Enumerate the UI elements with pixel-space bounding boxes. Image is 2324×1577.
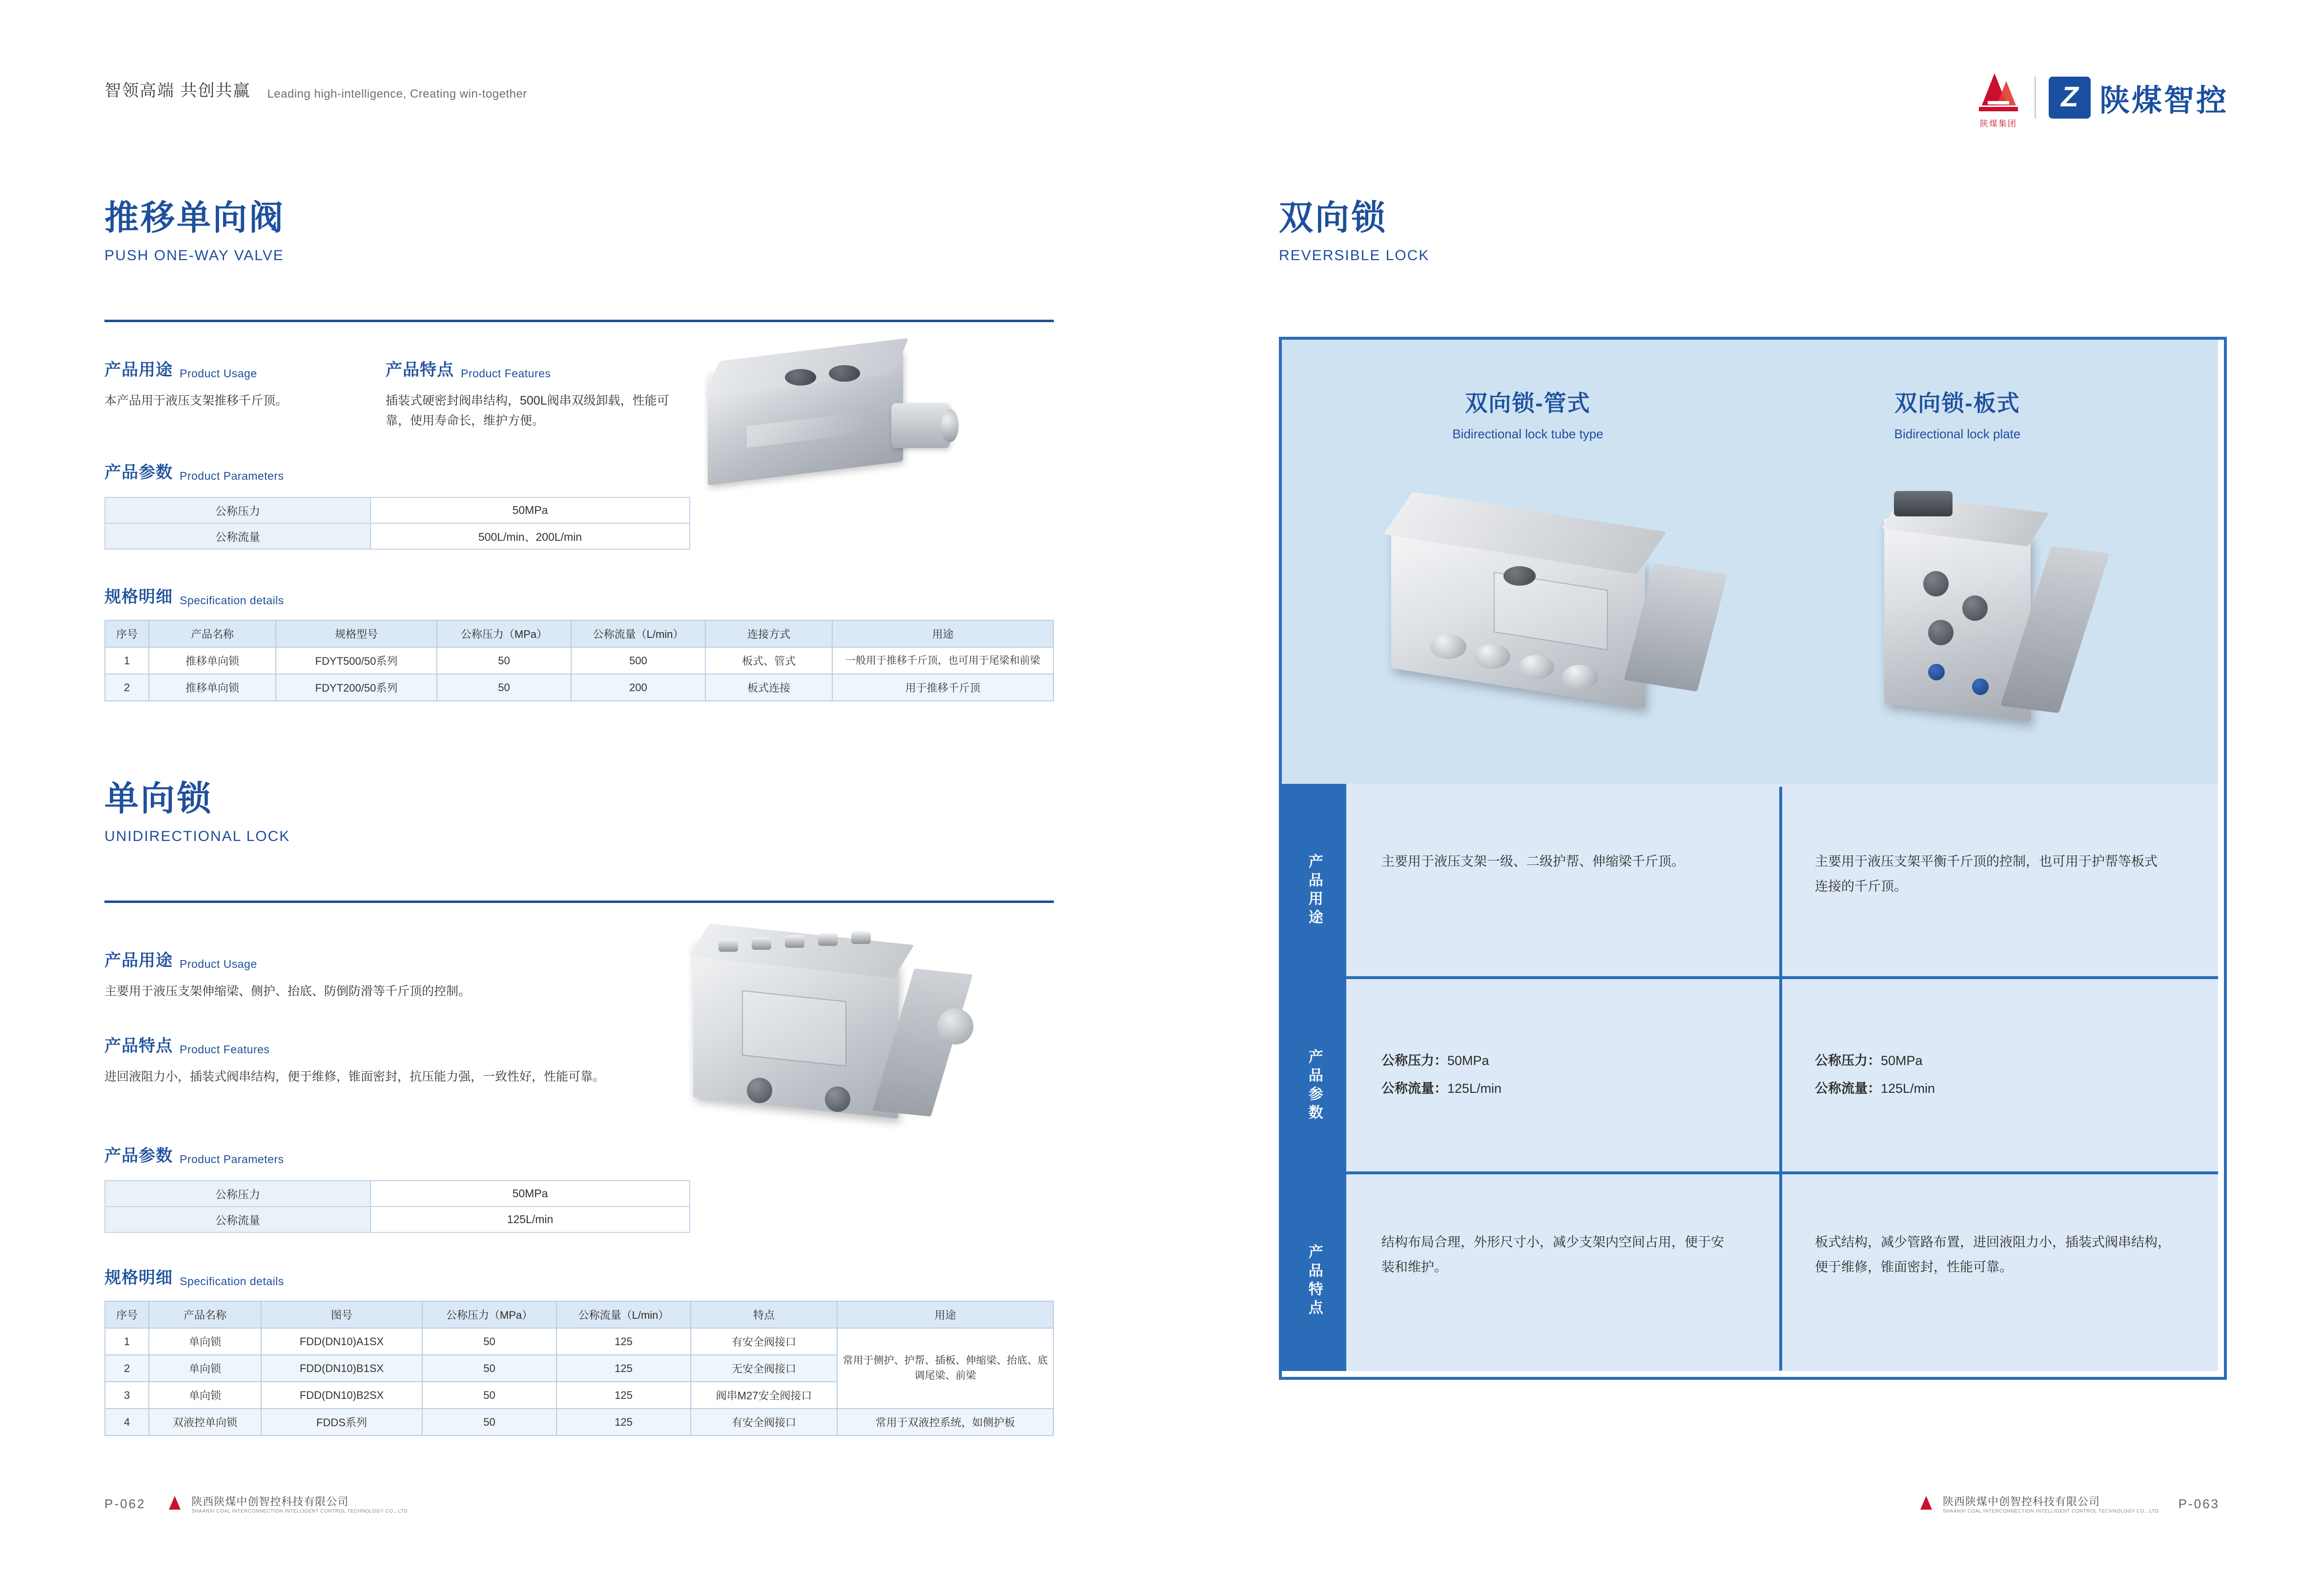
row-label-params-text: 产品参数 bbox=[1306, 1049, 1322, 1123]
uni-spec-table bbox=[104, 1301, 1054, 1436]
cell: 有安全阀接口 bbox=[691, 1328, 837, 1355]
cell: 125 bbox=[556, 1355, 691, 1382]
shaanmei-zhikong-logo bbox=[2049, 76, 2228, 120]
cell: 2 bbox=[105, 674, 149, 701]
footer-company-cn: 陕西陕煤中创智控科技有限公司 bbox=[191, 1495, 349, 1508]
param-label: 公称流量 bbox=[105, 523, 370, 549]
push-features-head-en: Product Features bbox=[461, 367, 551, 380]
push-features-head-cn: 产品特点 bbox=[386, 361, 454, 379]
column-divider bbox=[1779, 787, 1782, 1371]
plate-type-heading-cn: 双向锁-板式 bbox=[1894, 390, 2020, 416]
uni-params-head-en: Product Parameters bbox=[180, 1153, 284, 1166]
shaanxi-coal-group-logo-icon bbox=[1975, 68, 2022, 115]
slogan-en: Leading high-intelligence, Creating win-together bbox=[267, 87, 527, 101]
cell: 50 bbox=[437, 647, 571, 674]
cell: 用于推移千斤顶 bbox=[832, 674, 1053, 701]
footer-logo-icon bbox=[165, 1494, 185, 1514]
tube-params bbox=[1381, 1047, 1501, 1102]
header-slogan bbox=[104, 77, 527, 101]
push-params-table bbox=[104, 497, 690, 550]
cell: 50 bbox=[422, 1409, 556, 1435]
col-header: 图号 bbox=[261, 1301, 422, 1328]
uni-features-head-cn: 产品特点 bbox=[104, 1037, 173, 1055]
col-header: 公称压力（MPa） bbox=[422, 1301, 556, 1328]
bidirectional-lock-tube-photo bbox=[1372, 488, 1743, 761]
cell: 1 bbox=[105, 1328, 149, 1355]
left-footer bbox=[104, 1494, 408, 1514]
footer-logo-icon bbox=[1916, 1494, 1936, 1514]
tube-type-heading-cn: 双向锁-管式 bbox=[1465, 390, 1591, 416]
uni-lock-title-cn: 单向锁 bbox=[104, 779, 213, 818]
cell: FDD(DN10)A1SX bbox=[261, 1328, 422, 1355]
uni-usage-text: 主要用于液压支架伸缩梁、侧护、抬底、防倒防滑等千斤顶的控制。 bbox=[104, 984, 471, 998]
cell: 板式、管式 bbox=[705, 647, 832, 674]
cell: 单向锁 bbox=[149, 1355, 261, 1382]
table-row bbox=[105, 1207, 690, 1232]
uni-spec-head-en: Specification details bbox=[180, 1275, 284, 1288]
push-usage-block bbox=[104, 356, 378, 411]
push-spec-head bbox=[104, 583, 284, 607]
push-features-text: 插装式硬密封阀串结构，500L阀串双级卸载，性能可靠，使用寿命长，维护方便。 bbox=[386, 394, 669, 428]
cell: 50 bbox=[422, 1328, 556, 1355]
section-push-valve-title bbox=[104, 190, 285, 264]
cell: 推移单向锁 bbox=[149, 647, 276, 674]
tube-usage-text: 主要用于液压支架一级、二级护帮、伸缩梁千斤顶。 bbox=[1381, 854, 1685, 869]
param-value: 50MPa bbox=[1881, 1053, 1923, 1068]
param-value: 125L/min bbox=[1881, 1081, 1935, 1096]
tube-features-text: 结构布局合理，外形尺寸小，减少支架内空间占用，便于安装和维护。 bbox=[1381, 1235, 1724, 1275]
push-usage-head-en: Product Usage bbox=[180, 367, 257, 380]
uni-usage-head-cn: 产品用途 bbox=[104, 951, 173, 970]
table-row bbox=[105, 647, 1053, 674]
valve-blue-plug-icon bbox=[1972, 678, 1989, 695]
cell: 50 bbox=[437, 674, 571, 701]
uni-params-block bbox=[104, 1142, 284, 1166]
cell: 单向锁 bbox=[149, 1328, 261, 1355]
col-header: 连接方式 bbox=[705, 620, 832, 647]
cell: 500 bbox=[571, 647, 705, 674]
param-label: 公称流量 bbox=[105, 1207, 370, 1232]
push-spec-head-cn: 规格明细 bbox=[104, 588, 173, 606]
footer-company-en: SHAANXI COAL INTERCONNECTION INTELLIGENT CONTROL TECHNOLOGY CO., LTD bbox=[191, 1509, 408, 1514]
cell: FDYT500/50系列 bbox=[276, 647, 437, 674]
param-value: 50MPa bbox=[370, 1181, 690, 1207]
right-footer bbox=[1916, 1494, 2220, 1514]
bidirectional-lock-plate-photo bbox=[1850, 473, 2123, 747]
col-header: 公称流量（L/min） bbox=[556, 1301, 691, 1328]
cell: 3 bbox=[105, 1382, 149, 1409]
cell: 阀串M27安全阀接口 bbox=[691, 1382, 837, 1409]
table-row bbox=[105, 1328, 1053, 1355]
uni-spec-head-cn: 规格明细 bbox=[104, 1269, 173, 1287]
unidirectional-lock-photo bbox=[679, 922, 1001, 1147]
plate-usage-text: 主要用于液压支架平衡千斤顶的控制，也可用于护帮等板式连接的千斤顶。 bbox=[1815, 854, 2158, 894]
param-value: 50MPa bbox=[370, 497, 690, 523]
valve-port-icon bbox=[825, 1086, 850, 1112]
rule-1 bbox=[104, 320, 1054, 322]
row-label-features bbox=[1282, 1191, 1346, 1372]
row-label-usage bbox=[1282, 800, 1346, 981]
cell: 2 bbox=[105, 1355, 149, 1382]
table-header-row bbox=[105, 1301, 1053, 1328]
param-label: 公称压力 bbox=[105, 1181, 370, 1207]
push-spec-head-en: Specification details bbox=[180, 594, 284, 607]
cell: FDDS系列 bbox=[261, 1409, 422, 1435]
cell: FDD(DN10)B1SX bbox=[261, 1355, 422, 1382]
col-header: 序号 bbox=[105, 620, 149, 647]
param-value: 125L/min bbox=[1447, 1081, 1502, 1096]
push-valve-title-cn: 推移单向阀 bbox=[104, 199, 285, 237]
valve-port-icon bbox=[747, 1078, 772, 1103]
cell: 推移单向锁 bbox=[149, 674, 276, 701]
uni-params-table bbox=[104, 1180, 690, 1233]
param-value: 50MPa bbox=[1447, 1053, 1489, 1068]
brand-name: 陕煤智控 bbox=[2099, 83, 2228, 118]
reversible-lock-title-en: REVERSIBLE LOCK bbox=[1279, 247, 1430, 264]
valve-port-icon bbox=[1923, 571, 1949, 596]
param-label: 公称压力： bbox=[1815, 1053, 1881, 1068]
brand-logos bbox=[1975, 68, 2228, 127]
cell: FDD(DN10)B2SX bbox=[261, 1382, 422, 1409]
section-unidirectional-lock-title bbox=[104, 771, 290, 845]
param-value: 125L/min bbox=[370, 1207, 690, 1232]
col-header: 用途 bbox=[837, 1301, 1053, 1328]
push-valve-title-en: PUSH ONE-WAY VALVE bbox=[104, 247, 284, 264]
param-label: 公称流量： bbox=[1815, 1081, 1881, 1096]
valve-port-icon bbox=[1962, 595, 1988, 621]
valve-port-icon bbox=[785, 369, 816, 386]
valve-port-icon bbox=[1928, 620, 1954, 645]
uni-features-text: 进回液阻力小，插装式阀串结构，便于维修，锥面密封，抗压能力强，一致性好，性能可靠。 bbox=[104, 1070, 605, 1084]
table-row bbox=[105, 1409, 1053, 1435]
rule-2 bbox=[104, 901, 1054, 903]
page-number-right: P-063 bbox=[2178, 1496, 2220, 1511]
push-features-block bbox=[386, 356, 683, 431]
param-label: 公称压力 bbox=[105, 497, 370, 523]
row-label-usage-text: 产品用途 bbox=[1306, 854, 1322, 928]
push-params-block bbox=[104, 459, 284, 483]
table-row bbox=[105, 674, 1053, 701]
valve-port-icon bbox=[1503, 566, 1536, 586]
push-spec-table bbox=[104, 620, 1054, 701]
cell: 4 bbox=[105, 1409, 149, 1435]
plate-type-heading bbox=[1777, 386, 2138, 442]
valve-blue-plug-icon bbox=[1928, 664, 1945, 680]
valve-boss-icon bbox=[1562, 665, 1598, 689]
table-row bbox=[105, 523, 690, 549]
valve-port-icon bbox=[829, 365, 860, 382]
slogan-cn: 智领高端 共创共赢 bbox=[104, 82, 251, 100]
cell: 1 bbox=[105, 647, 149, 674]
page-number-left: P-062 bbox=[104, 1496, 146, 1511]
col-header: 特点 bbox=[691, 1301, 837, 1328]
logo-divider bbox=[2035, 77, 2036, 119]
valve-boss-icon bbox=[1518, 655, 1554, 679]
param-label: 公称压力： bbox=[1381, 1053, 1447, 1068]
col-header: 序号 bbox=[105, 1301, 149, 1328]
uni-lock-title-en: UNIDIRECTIONAL LOCK bbox=[104, 828, 290, 844]
valve-boss-icon bbox=[1430, 635, 1466, 659]
param-value: 500L/min、200L/min bbox=[370, 523, 690, 549]
push-params-head-en: Product Parameters bbox=[180, 470, 284, 482]
param-label: 公称流量： bbox=[1381, 1081, 1447, 1096]
push-one-way-valve-photo bbox=[698, 342, 971, 503]
col-header: 公称压力（MPa） bbox=[437, 620, 571, 647]
col-header: 产品名称 bbox=[149, 620, 276, 647]
cell: 200 bbox=[571, 674, 705, 701]
col-header: 产品名称 bbox=[149, 1301, 261, 1328]
uni-params-head-cn: 产品参数 bbox=[104, 1147, 173, 1165]
valve-knob-icon bbox=[937, 1008, 973, 1045]
uni-usage-block bbox=[104, 947, 641, 1002]
col-header: 用途 bbox=[832, 620, 1053, 647]
cell: 125 bbox=[556, 1409, 691, 1435]
tube-type-heading-en: Bidirectional lock tube type bbox=[1452, 427, 1604, 441]
footer-company-cn: 陕西陕煤中创智控科技有限公司 bbox=[1943, 1495, 2100, 1508]
push-params-head-cn: 产品参数 bbox=[104, 463, 173, 482]
row-label-features-text: 产品特点 bbox=[1306, 1244, 1322, 1318]
plate-type-heading-en: Bidirectional lock plate bbox=[1894, 427, 2021, 441]
uni-features-head-en: Product Features bbox=[180, 1043, 270, 1056]
valve-boss-icon bbox=[1474, 644, 1510, 669]
uni-spec-head bbox=[104, 1264, 284, 1288]
col-header: 规格型号 bbox=[276, 620, 437, 647]
plate-params bbox=[1815, 1047, 1935, 1102]
zhikong-mark-icon bbox=[2049, 77, 2091, 119]
tube-type-heading bbox=[1347, 386, 1708, 442]
push-usage-text: 本产品用于液压支架推移千斤顶。 bbox=[104, 394, 288, 408]
section-reversible-lock-title bbox=[1279, 190, 1429, 264]
cell: 板式连接 bbox=[705, 674, 832, 701]
cell: 有安全阀接口 bbox=[691, 1409, 837, 1435]
uni-usage-head-en: Product Usage bbox=[180, 958, 257, 970]
cell: 50 bbox=[422, 1382, 556, 1409]
cell: FDYT200/50系列 bbox=[276, 674, 437, 701]
reversible-lock-title-cn: 双向锁 bbox=[1279, 199, 1387, 237]
uni-features-block bbox=[104, 1032, 632, 1087]
table-row bbox=[105, 1181, 690, 1207]
plate-features-text: 板式结构，减少管路布置，进回液阻力小，插装式阀串结构，便于维修，锥面密封，性能可靠。 bbox=[1815, 1235, 2171, 1275]
push-usage-head-cn: 产品用途 bbox=[104, 361, 173, 379]
footer-company-en: SHAANXI COAL INTERCONNECTION INTELLIGENT CONTROL TECHNOLOGY CO., LTD bbox=[1943, 1509, 2159, 1514]
table-row bbox=[105, 497, 690, 523]
cell: 一般用于推移千斤顶，也可用于尾梁和前梁 bbox=[832, 647, 1053, 674]
col-header: 公称流量（L/min） bbox=[571, 620, 705, 647]
cell: 125 bbox=[556, 1382, 691, 1409]
cell: 单向锁 bbox=[149, 1382, 261, 1409]
cell: 125 bbox=[556, 1328, 691, 1355]
cell: 常用于侧护、护帮、插板、伸缩梁、抬底、底调尾梁、前梁 bbox=[837, 1328, 1053, 1409]
cell: 50 bbox=[422, 1355, 556, 1382]
cell: 常用于双液控系统，如侧护板 bbox=[837, 1409, 1053, 1435]
row-label-params bbox=[1282, 996, 1346, 1176]
table-header-row bbox=[105, 620, 1053, 647]
cell: 双液控单向锁 bbox=[149, 1409, 261, 1435]
logo-group-label: 陕煤集团 bbox=[1979, 119, 2017, 128]
cell: 无安全阀接口 bbox=[691, 1355, 837, 1382]
